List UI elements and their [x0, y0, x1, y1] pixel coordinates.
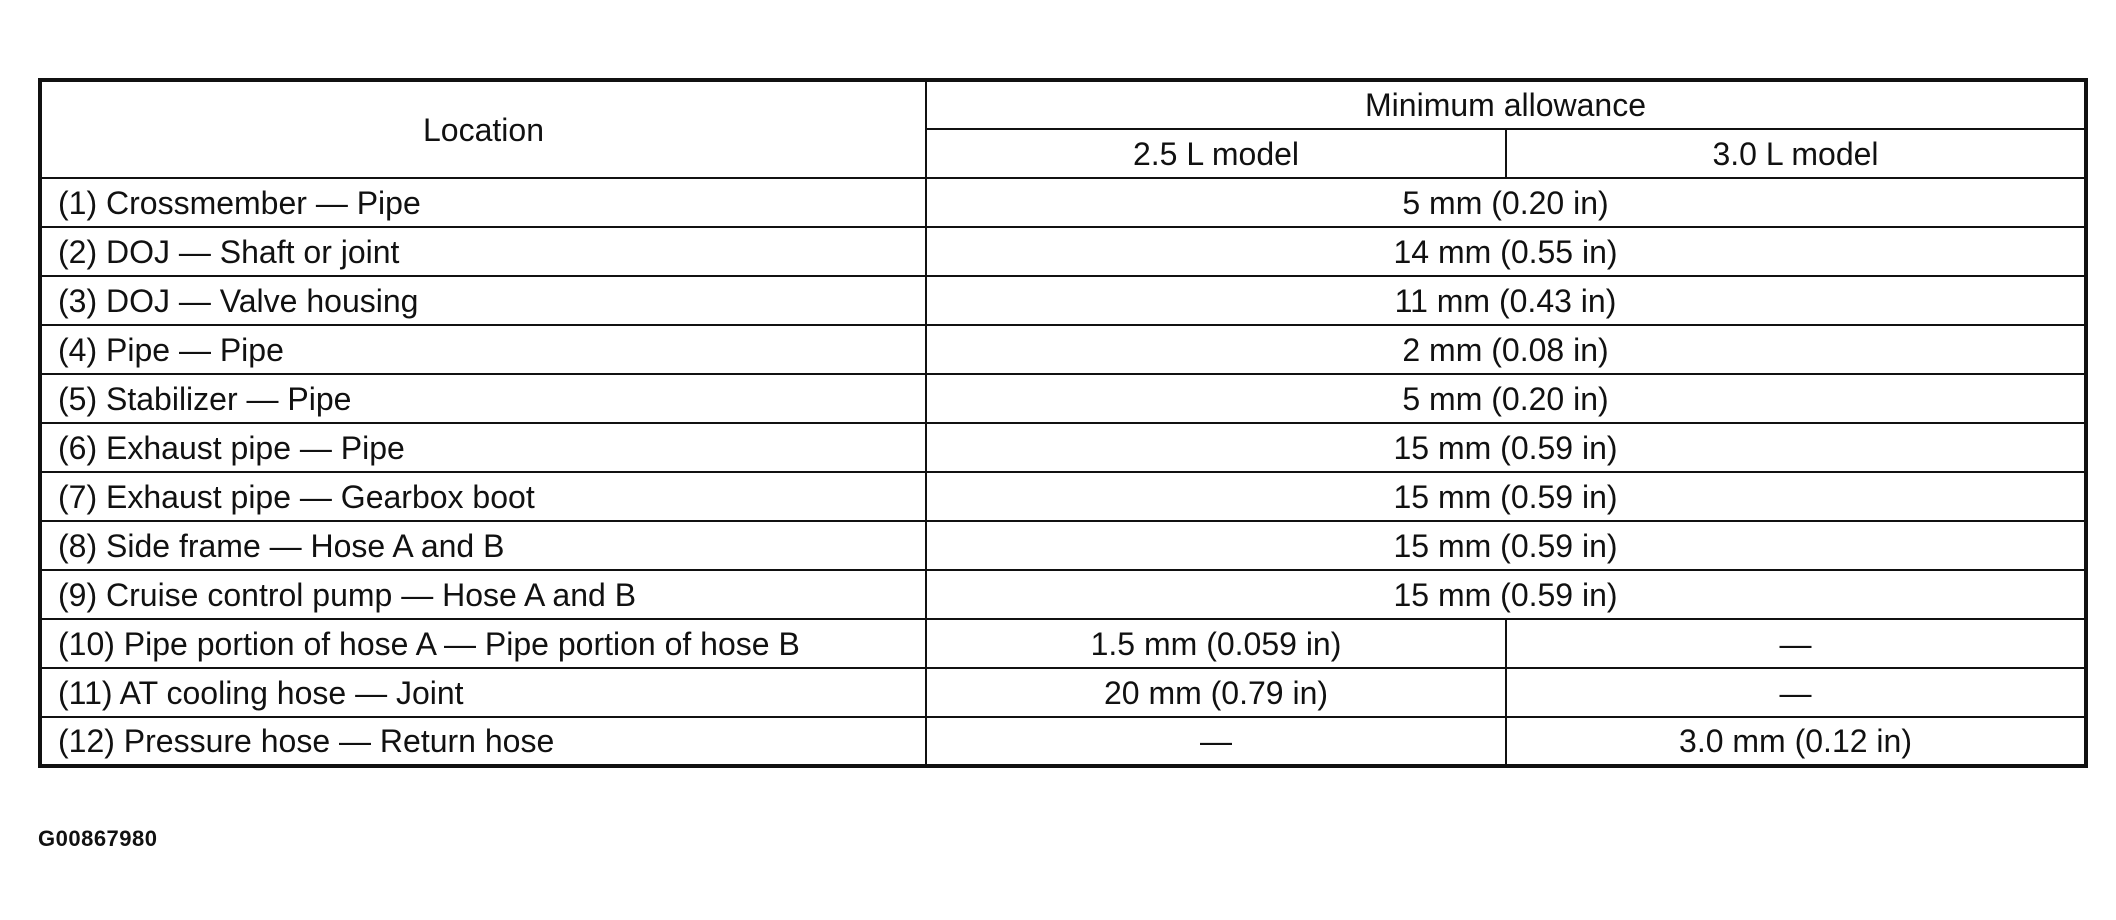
- allowance-cell: 15 mm (0.59 in): [926, 521, 2086, 570]
- location-cell: (5) Stabilizer — Pipe: [40, 374, 926, 423]
- table-row: [40, 374, 2086, 423]
- model-2-5l-header: 2.5 L model: [926, 129, 1506, 178]
- location-cell: (6) Exhaust pipe — Pipe: [40, 423, 926, 472]
- location-cell: (11) AT cooling hose — Joint: [40, 668, 926, 717]
- allowance-cell: 5 mm (0.20 in): [926, 374, 2086, 423]
- location-cell: (7) Exhaust pipe — Gearbox boot: [40, 472, 926, 521]
- allowance-table: [38, 78, 2088, 768]
- allowance-cell: 15 mm (0.59 in): [926, 423, 2086, 472]
- minimum-allowance-header: Minimum allowance: [926, 80, 2086, 129]
- allowance-2-5l-cell: —: [926, 717, 1506, 766]
- table-row: [40, 276, 2086, 325]
- table-row: [40, 717, 2086, 766]
- table-row: [40, 423, 2086, 472]
- table-row: [40, 570, 2086, 619]
- location-cell: (9) Cruise control pump — Hose A and B: [40, 570, 926, 619]
- table-row: [40, 325, 2086, 374]
- location-cell: (4) Pipe — Pipe: [40, 325, 926, 374]
- model-3-0l-header: 3.0 L model: [1506, 129, 2086, 178]
- location-cell: (2) DOJ — Shaft or joint: [40, 227, 926, 276]
- table-row: [40, 668, 2086, 717]
- location-cell: (1) Crossmember — Pipe: [40, 178, 926, 227]
- allowance-cell: 14 mm (0.55 in): [926, 227, 2086, 276]
- allowance-cell: 5 mm (0.20 in): [926, 178, 2086, 227]
- allowance-cell: 2 mm (0.08 in): [926, 325, 2086, 374]
- location-cell: (8) Side frame — Hose A and B: [40, 521, 926, 570]
- location-cell: (12) Pressure hose — Return hose: [40, 717, 926, 766]
- allowance-cell: 15 mm (0.59 in): [926, 472, 2086, 521]
- table-row: [40, 521, 2086, 570]
- allowance-2-5l-cell: 20 mm (0.79 in): [926, 668, 1506, 717]
- allowance-cell: 11 mm (0.43 in): [926, 276, 2086, 325]
- table-row: [40, 227, 2086, 276]
- allowance-cell: 15 mm (0.59 in): [926, 570, 2086, 619]
- allowance-3-0l-cell: —: [1506, 619, 2086, 668]
- location-cell: (10) Pipe portion of hose A — Pipe portion of hose B: [40, 619, 926, 668]
- table-row: [40, 472, 2086, 521]
- allowance-3-0l-cell: —: [1506, 668, 2086, 717]
- figure-id: G00867980: [38, 826, 158, 851]
- table-row: [40, 619, 2086, 668]
- allowance-3-0l-cell: 3.0 mm (0.12 in): [1506, 717, 2086, 766]
- allowance-2-5l-cell: 1.5 mm (0.059 in): [926, 619, 1506, 668]
- location-cell: (3) DOJ — Valve housing: [40, 276, 926, 325]
- table-row: [40, 178, 2086, 227]
- location-header: Location: [40, 80, 926, 178]
